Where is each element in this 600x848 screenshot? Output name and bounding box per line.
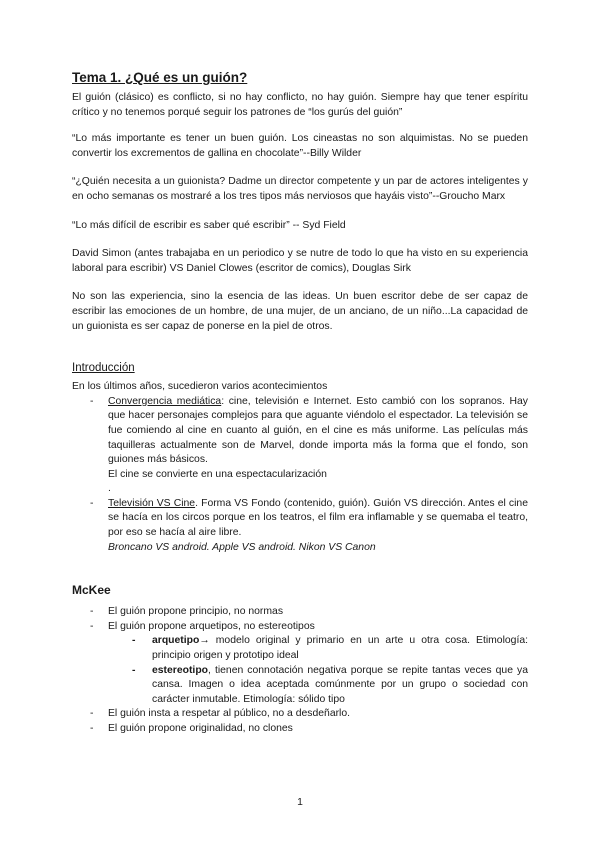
- intro-list: [72, 395, 528, 556]
- item-text: El guión propone principio, no normas: [108, 606, 284, 618]
- quote-syd-field: “Lo más difícil de escribir es saber qué escribir” -- Syd Field: [72, 219, 346, 231]
- page-title: Tema 1. ¿Qué es un guión?: [72, 70, 248, 85]
- item-text: modelo original y primario en un arte u otra cosa. Etimología: principio origen y prototipo ideal: [152, 635, 528, 662]
- list-item: [72, 497, 528, 555]
- dash-bullet: -: [90, 497, 94, 509]
- term-television-vs-cine: Televisión VS Cine: [108, 497, 196, 509]
- sublist-item: [72, 634, 528, 663]
- term-arquetipo: arquetipo: [152, 635, 200, 647]
- item-text: El guión propone arquetipos, no estereotipos: [108, 620, 315, 632]
- quote-groucho-marx: “¿Quién necesita a un guionista? Dadme un director competente y un par de actores inteligentes y en ocho semanas os mostraré a los tres tipos más nerviosos que hayáis visto”--Groucho Marx: [72, 176, 528, 202]
- term-estereotipo: estereotipo: [152, 664, 209, 676]
- dash-bullet: -: [90, 620, 94, 632]
- section-heading-mckee: McKee: [72, 583, 111, 598]
- list-item: [72, 722, 528, 737]
- dash-bullet: -: [90, 723, 94, 734]
- intro-lead: En los últimos años, sucedieron varios acontecimientos: [72, 381, 328, 393]
- paragraph-david-simon: David Simon (antes trabajaba en un periodico y se nutre de todo lo que ha visto en su experiencia laboral para escribir) VS Daniel Clowes (escritor de comics), Douglas Sirk: [72, 248, 528, 274]
- term-convergencia: Convergencia mediática: [108, 395, 222, 407]
- paragraph-essence: No son las experiencia, sino la esencia de las ideas. Un buen escritor debe de ser capaz de escribir las emociones de un hombre, de una mujer, de un anciano, de un niño...La capacidad de un guionista es ser capaz de ponerse en la piel de otros.: [72, 291, 528, 332]
- arrow-icon: →: [199, 635, 210, 647]
- list-item: [72, 395, 528, 497]
- item-text: : cine, televisión e Internet. Esto cambió con los sopranos. Hay que hacer personajes complejos para que aguante viéndolo el espectador. La televisión se fue comiendo al cine en cuanto al guión, en el cine es más uniforme. Las películas más taquilleras actualmente son de Marvel, donde importa más la forma que el fondo, son guiones más básicos.: [108, 395, 528, 466]
- mckee-list: [72, 605, 528, 634]
- paragraph-conflict: El guión (clásico) es conflicto, si no hay conflicto, no hay guión. Siempre hay que tener espíritu crítico y no tenemos porqué seguir los patrones de “los gurús del guión”: [72, 92, 528, 118]
- dash-bullet: -: [132, 664, 136, 676]
- item-extra: El cine se convierte en una espectacularización: [108, 468, 327, 480]
- item-text: El guión insta a respetar al público, no a desdeñarlo.: [108, 708, 351, 720]
- dash-bullet: -: [90, 606, 94, 618]
- dash-bullet: -: [90, 395, 94, 407]
- page-number: 1: [297, 797, 303, 808]
- item-italic: Broncano VS android. Apple VS android. Nikon VS Canon: [108, 541, 376, 553]
- quote-billy-wilder: “Lo más importante es tener un buen guión. Los cineastas no son alquimistas. No se pueden convertir los excrementos de gallina en chocolate”--Billy Wilder: [72, 133, 528, 159]
- item-text: . Forma VS Fondo (contenido, guión). Guión VS dirección. Antes el cine se hacía en los circos porque en los teatros, el film era inflamable y se quemaba el teatro, por eso se hacía al aire libre.: [108, 497, 528, 539]
- sublist-item: [72, 664, 528, 708]
- mckee-sublist: [72, 634, 528, 707]
- item-dot: .: [108, 483, 111, 495]
- list-item: [72, 605, 528, 620]
- section-heading-introduccion: Introducción: [72, 362, 135, 375]
- document-page: [72, 70, 528, 737]
- mckee-list-continued: [72, 707, 528, 736]
- list-item: [72, 707, 528, 722]
- item-text: El guión propone originalidad, no clones: [108, 723, 293, 734]
- item-text: , tienen connotación negativa porque se repite tantas veces que ya cansa. Imagen o idea aceptada comúnmente por un grupo o sociedad con carácter inmutable. Etimología: sólido tipo: [152, 664, 528, 705]
- dash-bullet: -: [90, 708, 94, 720]
- list-item: [72, 620, 528, 635]
- dash-bullet: -: [132, 635, 136, 647]
